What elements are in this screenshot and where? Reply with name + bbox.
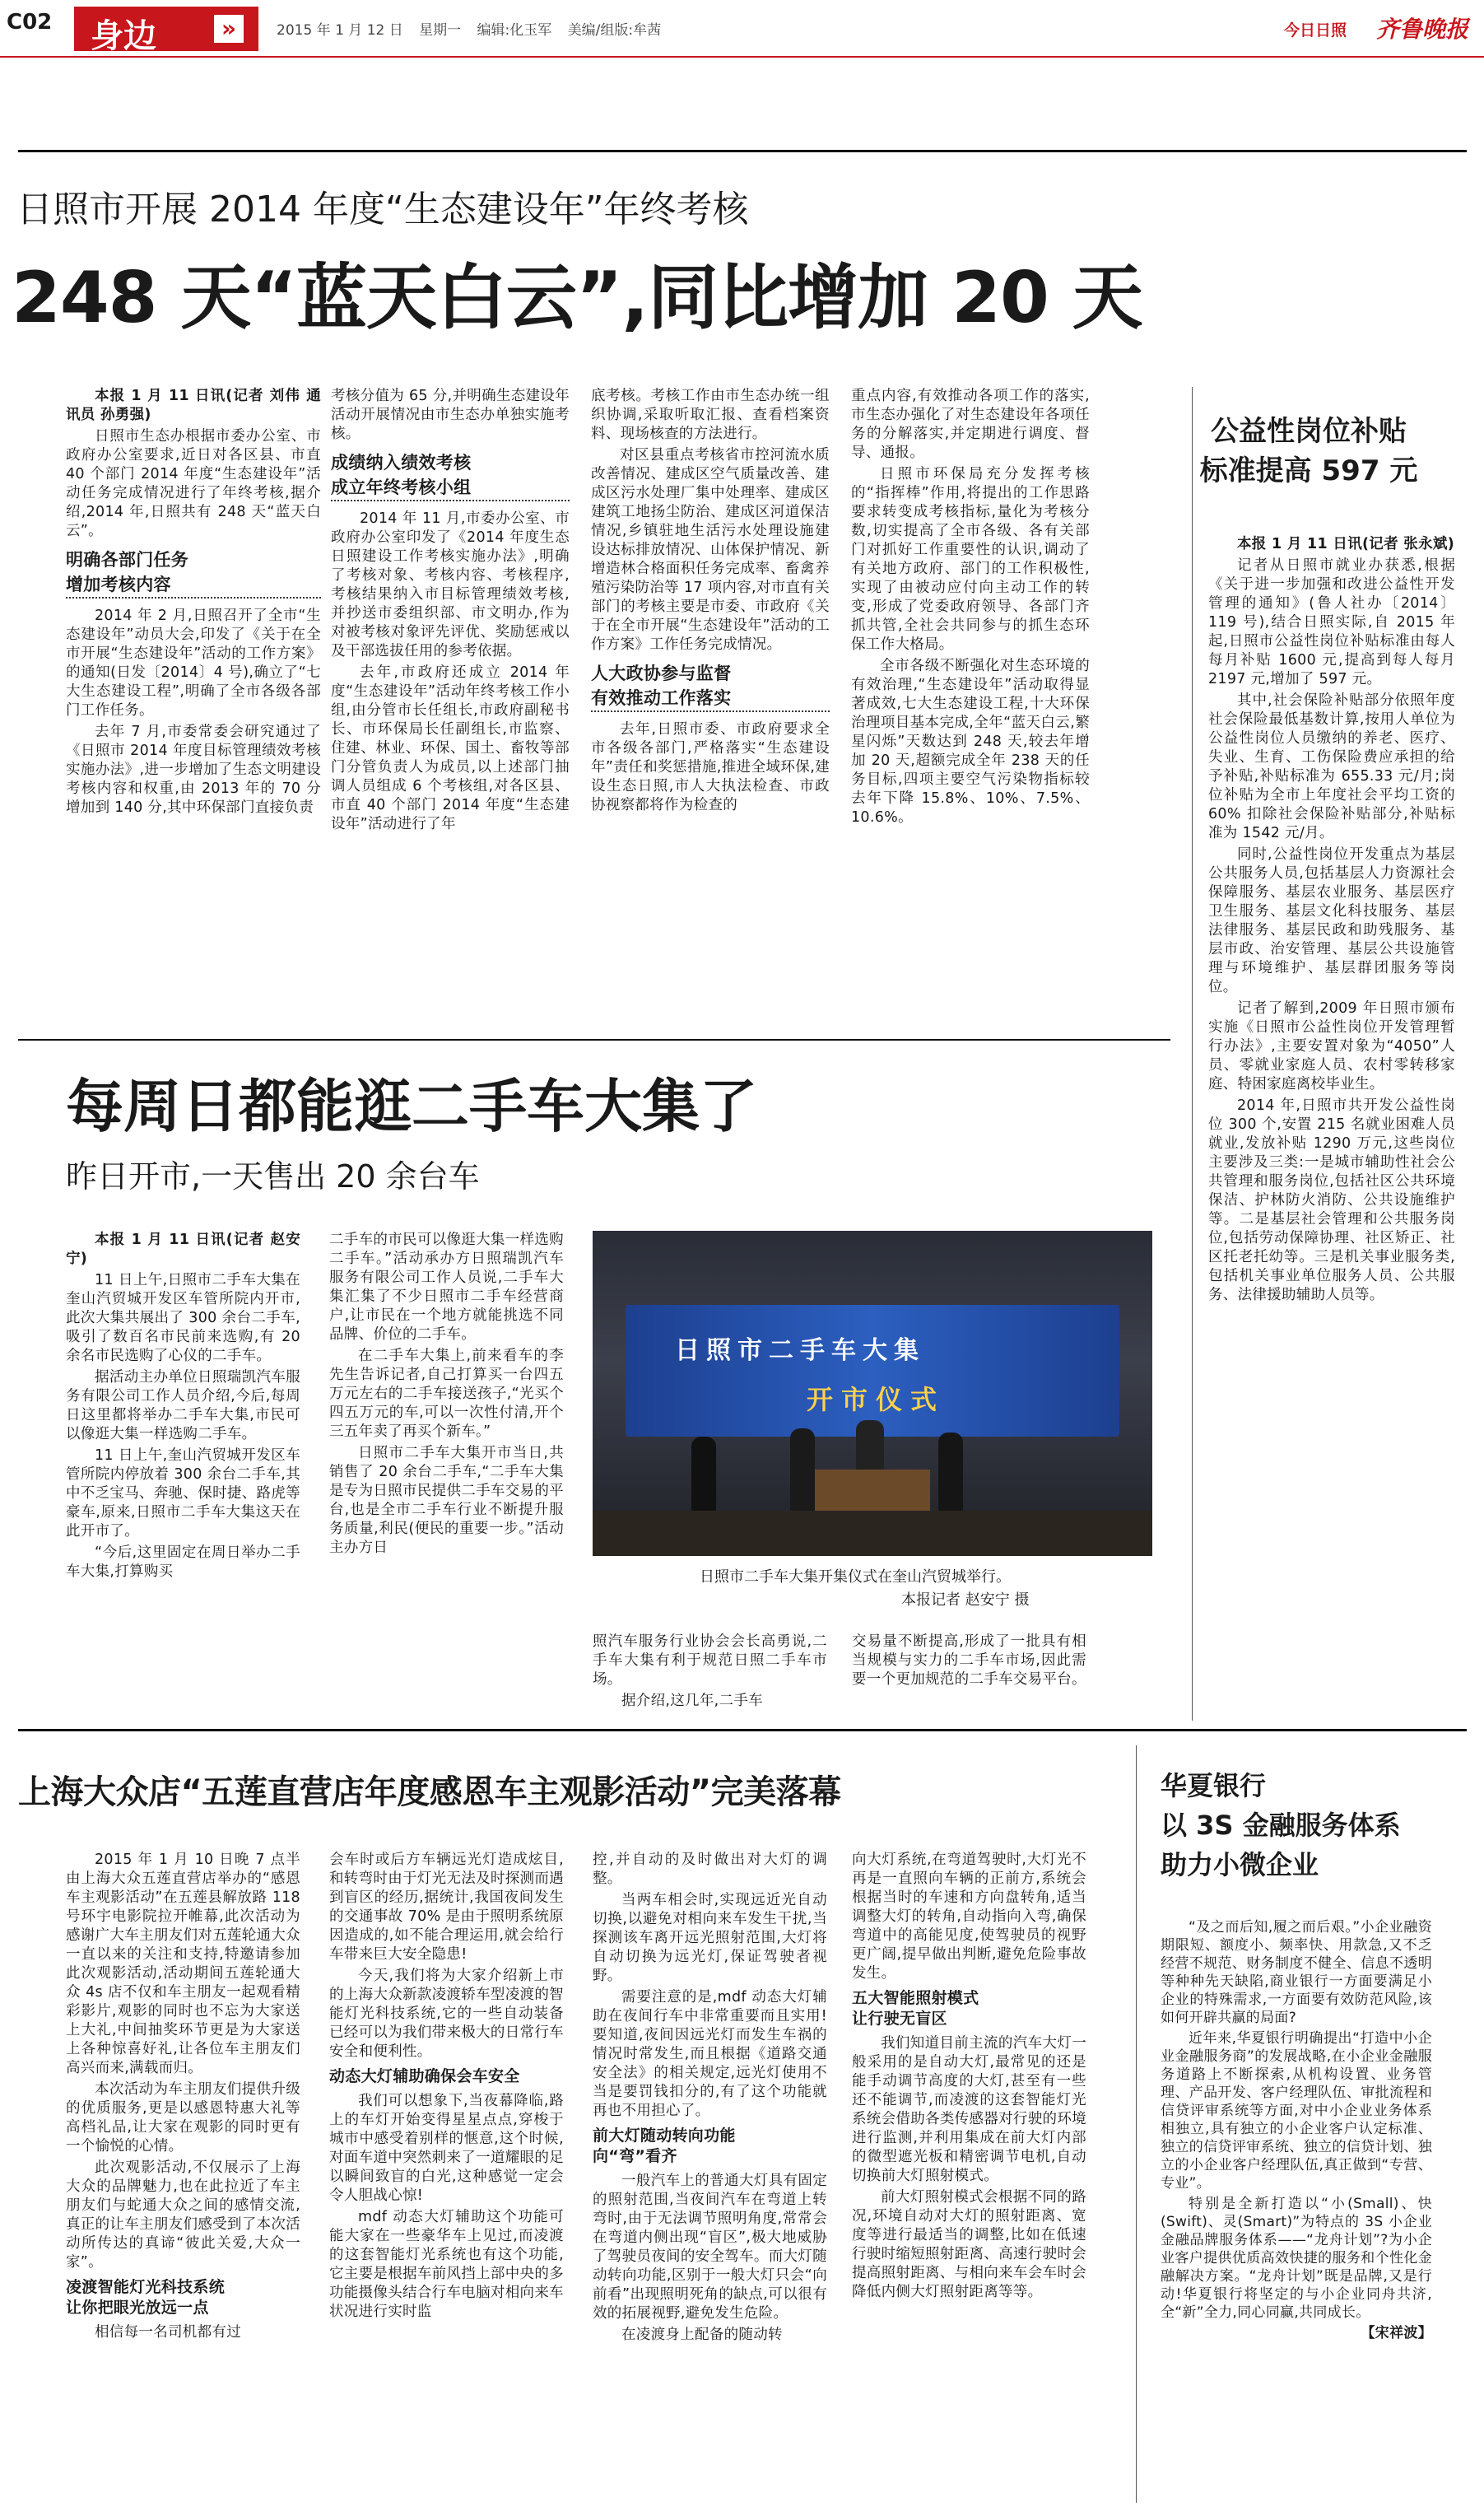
story2-paragraph: 交易量不断提高,形成了一批具有相当规模与实力的二手车市场,因此需要一个更加规范的二手车交易平台。 <box>852 1633 1086 1688</box>
story3-rule <box>18 1729 1467 1731</box>
story3-col4 <box>852 1851 1086 2501</box>
story1-paragraph: 2014 年 2 月,日照召开了全市“生态建设年”动员大会,印发了《关于在全市开展“生态建设年”活动的工作方案》的通知(日发〔2014〕4 号),确立了“七大生态建设工程”,明确了全市各级各部门工作任务。 <box>66 608 321 719</box>
caption-text: 日照市二手车大集开集仪式在奎山汽贸城举行。 <box>700 1568 1011 1586</box>
date-line <box>277 18 661 39</box>
story3-paragraph: 我们知道目前主流的汽车大灯一般采用的是自动大灯,最常见的还是能手动调节高度的大灯,甚至有一些还不能调节,而凌渡的这套智能灯光系统会借助各类传感器对行驶的环境进行监测,并利用集成在前大灯内部的微型遮光板和精密调节电机,自动切换前大灯照射模式。 <box>852 2035 1086 2184</box>
story2-paragraph: 11 日上午,奎山汽贸城开发区车管所院内停放着 300 余台二手车,其中不乏宝马、奔驰、保时捷、路虎等豪车,原来,日照市二手车大集这天在此开市了。 <box>66 1447 300 1540</box>
story3-paragraph: 会车时或后方车辆远光灯造成炫目,和转弯时由于灯光无法及时探测而遇到盲区的经历,据统计,我国夜间发生的交通事故 70% 是由于照明系统原因造成的,如不能合理运用,就会给行车带来巨大安全隐患! <box>329 1852 564 1963</box>
story1-paragraph: 考核分值为 65 分,并明确生态建设年活动开展情况由市生态办单独实施考核。 <box>331 388 570 442</box>
story3-col3 <box>593 1851 827 2501</box>
sidebar-divider <box>1192 387 1193 1721</box>
page-number: C02 <box>7 10 53 35</box>
story2-col3 <box>593 1633 827 1715</box>
story3-paragraph: 需要注意的是,mdf 动态大灯辅助在夜间行车中非常重要而且实用!要知道,夜间因远光灯而发生车祸的情况时常发生,而且根据《道路交通安全法》的相关规定,远光灯使用不当是要罚钱扣分的,有了这个功能就再也不用担心了。 <box>593 1989 827 2119</box>
story3-paragraph: 此次观影活动,不仅展示了上海大众的品牌魅力,也在此拉近了车主朋友们与蛇通大众之间的感情交流,真正的让车主朋友们感受到了本次活动所传达的真谛“彼此关爱,大众一家”。 <box>66 2159 300 2271</box>
story2-paragraph: 据介绍,这几年,二手车 <box>621 1693 763 1709</box>
weekday: 星期一 <box>419 22 462 39</box>
story3-subhead: 凌渡智能灯光科技系统 让你把眼光放远一点 <box>66 2278 226 2317</box>
story1-paragraph: 去年,市政府还成立 2014 年度“生态建设年”活动年终考核工作小组,由分管市长任组长,市政府副秘书长、市环保局长任副组长,市监察、住建、林业、环保、国土、畜牧等部门分管负责人为成员,以上述部门抽调人员组成 6 个考核组,对各区县、市直 40 个部门 2014 年度“生态建设年”活动进行了年 <box>331 664 570 832</box>
masthead-rule <box>0 56 1484 58</box>
story1-callout: 成绩纳入绩效考核 成立年终考核小组 <box>331 450 570 501</box>
story1-paragraph: 对区县重点考核省市控河流水质改善情况、建成区空气质量改善、建成区污水处理厂集中处理率、建成区建筑工地扬尘防治、建成区河道保洁情况,乡镇驻地生活污水处理设施建设达标排放情况、山体保护情况、新增造林合格面积任务完成率、畜禽养殖污染防治等 17 项内容,对市直有关部门的考核主要是市委、市政府《关于在全市开展“生态建设年”活动的工作方案》工作任务完成情况。 <box>591 447 830 653</box>
side2-signature: 【宋祥波】 <box>1361 2325 1432 2341</box>
photo-caption <box>593 1566 1152 1612</box>
side1-body <box>1208 535 1455 1712</box>
paper-logo: 齐鲁晚报 <box>1376 16 1469 43</box>
story3-paragraph: 2015 年 1 月 10 日晚 7 点半由上海大众五莲直营店举办的“感恩车主观影活动”在五莲县解放路 118 号环宇电影院拉开帷幕,此次活动为感谢广大车主朋友们对五莲轮通大众一直以来的关注和支持,特邀请参加此次观影活动,活动期间五莲轮通大众 4s 店不仅和车主朋友一起观看精彩影片,观影的同时也不忘为大家送上大礼,中间抽奖环节更是为大家送上各种惊喜好礼,让各位车主朋友们高兴而来,满载而归。 <box>66 1852 300 2076</box>
story3-paragraph: 控,并自动的及时做出对大灯的调整。 <box>593 1852 827 1887</box>
story1-paragraph: 去年,日照市委、市政府要求全市各级各部门,严格落实“生态建设年”责任和奖惩措施,推进全域环保,建设生态日照,市人大执法检查、市政协视察都将作为检查的 <box>591 721 830 813</box>
designer-credit: 美编/组版:牟茜 <box>567 22 662 39</box>
story3-paragraph: 今天,我们将为大家介绍新上市的上海大众新款凌渡轿车型凌渡的智能灯光科技系统,它的一些自动装备已经可以为我们带来极大的日常行车安全和便利性。 <box>329 1968 564 2060</box>
story1-paragraph: 全市各级不断强化对生态环境的有效治理,“生态建设年”活动取得显著成效,七大生态建设工程,十大环保治理项目基本完成,全年“蓝天白云,繁星闪烁”天数达到 248 天,较去年增加 20 天,超额完成全年 238 天的任务目标,四项主要空气污染物指标较去年下降 15.8%、10%、7.5%、10.6%。 <box>851 658 1090 826</box>
story3-paragraph: 前大灯照射模式会根据不同的路况,环境自动对大灯的照射距离、宽度等进行最适当的调整,比如在低速行驶时缩短照射距离、高速行驶时会提高照射距离、与相向来车会车时会降低内侧大灯照射距离等等。 <box>852 2189 1086 2300</box>
story1-paragraph: 去年 7 月,市委常委会研究通过了《日照市 2014 年度目标管理绩效考核实施办法》,进一步增加了生态文明建设考核内容和权重,由 2013 年的 70 分增加到 140 分,其中环保部门直接负责 <box>66 724 321 816</box>
story1-callout: 人大政协参与监督 有效推动工作落实 <box>591 661 830 712</box>
story2-col1 <box>66 1231 300 1708</box>
story3-col2 <box>329 1851 564 2501</box>
side2-body <box>1161 1918 1432 2499</box>
story1-col4 <box>851 387 1090 1029</box>
story1-paragraph: 2014 年 11 月,市委办公室、市政府办公室印发了《2014 年度生态日照建设工作考核实施办法》,明确了考核对象、考核内容、考核程序,考核结果纳入市目标管理绩效考核,并抄送市委组织部、市文明办,作为对被考核对象评先评优、奖励惩戒以及干部选拔任用的参考依据。 <box>331 510 570 659</box>
stage-backdrop <box>626 1305 1119 1437</box>
story1-col3 <box>591 387 830 1029</box>
story3-subhead: 动态大灯辅助确保会车安全 <box>329 2067 520 2085</box>
backdrop-banner-2: 开市仪式 <box>807 1384 946 1415</box>
section-badge <box>74 7 258 55</box>
side2-paragraph: 特别是全新打造以“小(Small)、快(Swift)、灵(Smart)”为特点的 3S 小企业金融品牌服务体系——“龙舟计划”?为小企业客户提供优质高效快捷的服务和个性化金融解决方案。“龙舟计划”既是品牌,又是行动!华夏银行将坚定的与小企业同舟共济,全“新”全力,同心同赢,共同成长。 <box>1161 2196 1432 2321</box>
side2-paragraph: 近年来,华夏银行明确提出“打造中小企业金融服务商”的发展战略,在小企业金融服务道路上不断探索,从机构设置、业务管理、产品开发、客户经理队伍、审批流程和信贷评审系统等方面,对中小企业业务体系相独立,具有独立的小企业客户认定标准、独立的信贷评审系统、独立的信贷计划、独立的小企业客户经理队伍,真正做到“专营、专业”。 <box>1161 2030 1432 2192</box>
story3-paragraph: mdf 动态大灯辅助这个功能可能大家在一些豪华车上见过,而凌渡的这套智能灯光系统也有这个功能,它主要是根据车前风挡上部中央的多功能摄像头结合行车电脑对相向来车状况进行实时监 <box>329 2209 564 2320</box>
story1-paragraph: 日照市环保局充分发挥考核的“指挥棒”作用,将提出的工作思路要求转变成考核指标,量化为考核分数,切实提高了全市各级、各有关部门对抓好工作重要性的认识,调动了有关地方政府、部门的工作积极性,实现了由被动应付向主动工作的转变,形成了党委政府领导、各部门齐抓共管,全社会共同参与的抓生态环保工作大格局。 <box>851 466 1090 653</box>
story1-headline: 248 天“蓝天白云”,同比增加 20 天 <box>12 257 1142 339</box>
side1-paragraph: 记者从日照市就业办获悉,根据《关于进一步加强和改进公益性开发管理的通知》(鲁人社办〔2014〕119 号),结合日照实际,自 2015 年起,日照市公益性岗位补贴标准由每人每月补贴 1600 元,提高到每人每月 2197 元,增加了 597 元。 <box>1208 557 1455 687</box>
story1-col1 <box>66 387 321 1029</box>
story3-subhead: 五大智能照射模式 让行驶无盲区 <box>852 1989 979 2028</box>
story2-paragraph: 照汽车服务行业协会会长高勇说,二手车大集有利于规范日照二手车市场。 <box>593 1633 827 1688</box>
story3-paragraph: 当两车相会时,实现远近光自动切换,以避免对相向来车发生干扰,当探测该车离开远光照射范围,大灯将自动切换为远光灯,保证驾驶者视野。 <box>593 1892 827 1984</box>
side1-paragraph: 其中,社会保险补贴部分依照年度社会保险最低基数计算,按用人单位为公益性岗位人员缴纳的养老、医疗、失业、生育、工伤保险费应承担的给予补贴,补贴标准为 655.33 元/月;岗位补贴为全市上年度社会平均工资的 60% 扣除社会保险补贴部分,补贴标准为 1542 元/月。 <box>1208 692 1455 841</box>
masthead <box>0 0 1484 66</box>
story2-photo <box>593 1231 1152 1556</box>
stage-floor <box>593 1511 1152 1556</box>
story2-paragraph: 11 日上午,日照市二手车大集在奎山汽贸城开发区车管所院内开市,此次大集共展出了 300 余台二手车,吸引了数百名市民前来选购,有 20 余名市民选购了心仪的二手车。 <box>66 1272 300 1364</box>
story3-paragraph: 我们可以想象下,当夜幕降临,路上的车灯开始变得星星点点,穿梭于城市中感受着别样的惬意,这个时候,对面车道中突然刺来了一道耀眼的足以瞬间致盲的白光,这种感觉一定会令人胆战心惊! <box>329 2093 564 2204</box>
story2-subhead: 昨日开市,一天售出 20 余台车 <box>66 1158 480 1195</box>
story2-headline: 每周日都能逛二手车大集了 <box>66 1073 757 1140</box>
side1-paragraph: 记者了解到,2009 年日照市颁布实施《日照市公益性岗位开发管理暂行办法》,主要安置对象为“4050”人员、零就业家庭人员、农村零转移家庭、特困家庭离校毕业生。 <box>1208 1000 1455 1092</box>
story1-paragraph: 日照市生态办根据市委办公室、市政府办公室要求,近日对各区县、市直 40 个部门 2014 年度“生态建设年”活动任务完成情况进行了年终考核,据介绍,2014 年,日照共有 248 天“蓝天白云”。 <box>66 428 321 539</box>
story3-headline: 上海大众店“五莲直营店年度感恩车主观影活动”完美落幕 <box>18 1773 841 1811</box>
story3-paragraph: 在凌渡身上配备的随动转 <box>621 2327 783 2343</box>
story1-kicker: 日照市开展 2014 年度“生态建设年”年终考核 <box>16 189 749 231</box>
story2-paragraph: 据活动主办单位日照瑞凯汽车服务有限公司工作人员介绍,今后,每周日这里都将举办二手车大集,市民可以像逛大集一样选购二手车。 <box>66 1369 300 1442</box>
story3-col1 <box>66 1851 300 2501</box>
edition-name: 今日日照 <box>1284 21 1347 40</box>
section-title: 身边 <box>91 17 156 55</box>
side1-paragraph: 同时,公益性岗位开发重点为基层公共服务人员,包括基层人力资源社会保障服务、基层农业服务、基层医疗卫生服务、基层文化科技服务、基层法律服务、基层民政和助残服务、基层市政、治安管理、基层公共设施管理与环境维护、基层群团服务等岗位。 <box>1208 846 1455 995</box>
side1-paragraph: 2014 年,日照市共开发公益性岗位 300 个,安置 215 名就业困难人员就业,发放补贴 1290 万元,这些岗位主要涉及三类:一是城市辅助性社会公共管理和服务岗位,包括社区公共环境保洁、护林防火消防、公共设施维护等。二是基层社会管理和公共服务岗位,包括劳动保障协理、社区矫正、社区托老托幼等。三是机关事业服务类,包括机关事业单位服务人员、公共服务、法律援助辅助人员等。 <box>1208 1097 1455 1303</box>
story2-rule <box>18 1039 1170 1041</box>
story2-col4 <box>852 1633 1086 1715</box>
sidebar2-divider <box>1136 1745 1137 2503</box>
story3-paragraph: 一般汽车上的普通大灯具有固定的照射范围,当夜间汽车在弯道上转弯时,由于无法调节照明角度,常常会在弯道内侧出现“盲区”,极大地威胁了驾驶员夜间的安全驾车。而大灯随动转向功能,区别于一般大灯只会“向前看”出现照明死角的缺点,可以很有效的拓展视野,避免发生危险。 <box>593 2173 827 2322</box>
story2-col2 <box>329 1231 564 1708</box>
story1-col2 <box>331 387 570 1029</box>
side1-headline: 公益性岗位补贴 标准提高 597 元 <box>1199 415 1418 487</box>
story1-paragraph: 重点内容,有效推动各项工作的落实,市生态办强化了对生态建设年各项任务的分解落实,并定期进行调度、督导、通报。 <box>851 388 1090 461</box>
side2-paragraph: “及之而后知,履之而后艰。”小企业融资期限短、额度小、频率快、用款急,又不乏经营不规范、财务制度不健全、信息不透明等种种先天缺陷,商业银行一方面要满足小企业的特殊需求,一方面要有效防范风险,该如何开辟共赢的局面? <box>1161 1919 1432 2026</box>
editor-credit: 编辑:化玉军 <box>477 22 552 39</box>
story1-callout: 明确各部门任务 增加考核内容 <box>66 547 321 599</box>
ceremony-people <box>691 1420 1054 1519</box>
story2-paragraph: 日照市二手车大集开市当日,共销售了 20 余台二手车,“二手车大集是专为日照市民提供二手车交易的平台,也是全市二手车行业不断提升服务质量,利民(便民的重要一步。”活动主办方日 <box>329 1445 564 1556</box>
story2-paragraph: 二手车的市民可以像逛大集一样选购二手车。”活动承办方日照瑞凯汽车服务有限公司工作人员说,二手车大集汇集了不少日照市二手车经营商户,让市民在一个地方就能挑选不同品牌、价位的二手车。 <box>329 1232 564 1343</box>
story2-paragraph: 在二手车大集上,前来看车的李先生告诉记者,自己打算买一台四五万元左右的二手车接送孩子,“光买个四五万元的车,可以一次性付清,开个三五年卖了再买个新车。” <box>329 1348 564 1440</box>
story2-byline: 本报 1 月 11 日讯(记者 赵安宁) <box>66 1232 300 1267</box>
issue-date: 2015 年 1 月 12 日 <box>277 22 403 39</box>
backdrop-banner: 日照市二手车大集 <box>675 1336 925 1365</box>
story1-byline: 本报 1 月 11 日讯(记者 刘伟 通讯员 孙勇强) <box>66 388 321 423</box>
story3-paragraph: 向大灯系统,在弯道驾驶时,大灯光不再是一直照向车辆的正前方,系统会根据当时的车速和方向盘转角,适当调整大灯的转角,自动指向入弯,确保弯道中的高能见度,使驾驶员的视野更广阔,提早做出判断,避免危险事故发生。 <box>852 1852 1086 1982</box>
story3-paragraph: 本次活动为车主朋友们提供升级的优质服务,更是以感恩特惠大礼等高档礼品,让大家在观影的同时更有一个愉悦的心情。 <box>66 2081 300 2155</box>
story2-paragraph: “今后,这里固定在周日举办二手车大集,打算购买 <box>66 1544 300 1580</box>
double-chevron-icon: » <box>214 15 244 43</box>
story1-paragraph: 底考核。考核工作由市生态办统一组织协调,采取听取汇报、查看档案资料、现场核查的方法进行。 <box>591 388 830 442</box>
story3-paragraph: 相信每一名司机都有过 <box>95 2324 241 2341</box>
photo-credit: 本报记者 赵安宁 摄 <box>901 1591 1030 1609</box>
top-rule <box>18 150 1467 152</box>
story3-subhead: 前大灯随动转向功能 向“弯”看齐 <box>593 2127 736 2165</box>
side2-headline: 华夏银行 以 3S 金融服务体系 助力小微企业 <box>1161 1770 1401 1880</box>
side1-byline: 本报 1 月 11 日讯(记者 张永斌) <box>1237 536 1454 552</box>
